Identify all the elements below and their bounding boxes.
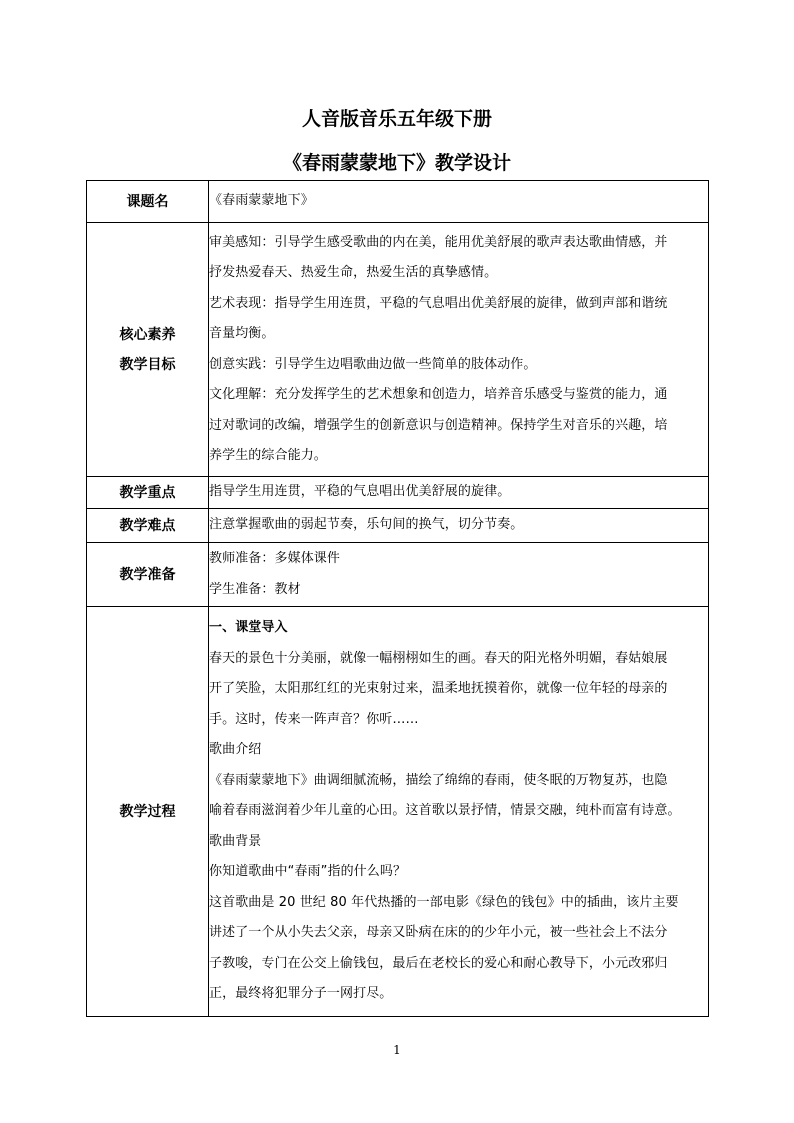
page-number: 1 [393,1043,401,1057]
label-line: 核心素养 [119,326,176,343]
row-content-key-point [209,477,709,509]
table-row-preparation [87,543,709,607]
content-line: 讲述了一个从小失去父亲，母亲又卧病在床的的少年小元，被一些社会上不法分 [209,925,668,941]
row-content-topic [209,181,709,223]
content-line: 《春雨蒙蒙地下》曲调细腻流畅，描绘了绵绵的春雨，使冬眠的万物复苏，也隐 [209,772,668,788]
content-line: 正，最终将犯罪分子一网打尽。 [209,986,393,1002]
content-line: 你知道歌曲中“春雨”指的什么吗？ [209,864,407,880]
content-line: 开了笑脸，太阳那红红的光束射过来，温柔地抚摸着你，就像一位年轻的母亲的 [209,681,668,697]
content-line: 《春雨蒙蒙地下》 [209,193,314,209]
content-line: 歌曲背景 [209,833,262,849]
content-line: 音量均衡。 [209,326,275,341]
content-line: 注意掌握歌曲的弱起节奏，乐句间的换气，切分节奏。 [209,517,524,533]
content-line: 过对歌词的改编，增强学生的创新意识与创造精神。保持学生对音乐的兴趣，培 [209,417,668,433]
table-row-key-point [87,477,709,509]
content-line: 艺术表现：指导学生用连贯，平稳的气息唱出优美舒展的旋律，做到声部和谐统 [209,295,668,311]
content-line: 教师准备：多媒体课件 [209,551,341,566]
content-line: 歌曲介绍 [209,742,262,758]
content-line: 文化理解：充分发挥学生的艺术想象和创造力，培养音乐感受与鉴赏的能力，通 [209,387,668,402]
row-content-difficulty [209,509,709,543]
row-label-topic: 课题名 [87,181,209,223]
table-row-difficulty [87,509,709,543]
row-label-key-point: 教学重点 [87,477,209,509]
table-row-topic [87,181,709,223]
row-content-goals [209,223,709,477]
content-line: 抒发热爱春天、热爱生命，热爱生活的真挚感情。 [209,265,498,280]
section-heading: 一、课堂导入 [209,620,288,636]
content-line: 学生准备：教材 [209,581,301,597]
content-line: 子教唆，专门在公交上偷钱包，最后在老校长的爱心和耐心教导下，小元改邪归 [209,955,668,971]
row-label-goals [87,223,209,477]
table-row-goals [87,223,709,477]
row-content-process [209,607,709,1017]
content-line: 指导学生用连贯，平稳的气息唱出优美舒展的旋律。 [209,484,511,500]
lesson-plan-table [86,180,709,1017]
label-line: 教学目标 [119,356,176,373]
document-subtitle: 《春雨蒙蒙地下》教学设计 [282,152,511,174]
row-label-preparation: 教学准备 [87,543,209,607]
row-content-preparation [209,543,709,607]
table-row-process [87,607,709,1017]
document-title: 人音版音乐五年级下册 [301,108,492,130]
content-line: 这首歌曲是 20 世纪 80 年代热播的一部电影《绿色的钱包》中的插曲，该片主要 [209,894,679,910]
content-line: 喻着春雨滋润着少年儿童的心田。这首歌以景抒情，情景交融，纯朴而富有诗意。 [209,803,681,819]
row-label-difficulty: 教学难点 [87,509,209,543]
content-line: 创意实践：引导学生边唱歌曲边做一些简单的肢体动作。 [209,356,537,372]
content-line: 养学生的综合能力。 [209,448,327,463]
content-line: 审美感知：引导学生感受歌曲的内在美，能用优美舒展的歌声表达歌曲情感，并 [209,234,668,250]
row-label-process: 教学过程 [87,607,209,1017]
content-line: 春天的景色十分美丽，就像一幅栩栩如生的画。春天的阳光格外明媚，春姑娘展 [209,650,668,666]
content-line: 手。这时，传来一阵声音？你听…… [209,711,419,727]
